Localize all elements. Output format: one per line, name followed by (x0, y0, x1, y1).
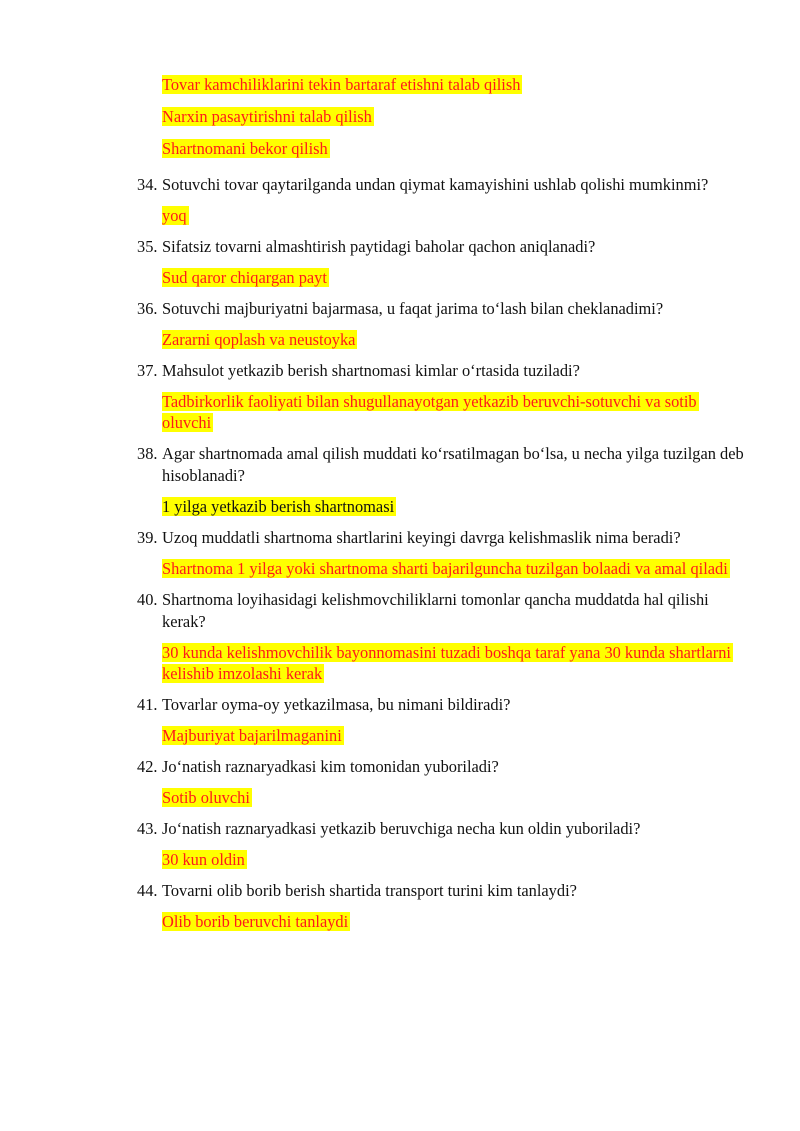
highlighted-answer: Narxin pasaytirishni talab qilish (162, 107, 372, 126)
question-item (137, 880, 749, 902)
question-number: 42. (137, 757, 158, 776)
question-text: Sotuvchi majburiyatni bajarmasa, u faqat jarima to‘lash bilan cheklanadimi? (162, 299, 664, 318)
highlighted-answer: Majburiyat bajarilmaganini (162, 726, 342, 745)
highlighted-answer: Shartnomani bekor qilish (162, 139, 328, 158)
question-item (137, 443, 749, 487)
question-text: Uzoq muddatli shartnoma shartlarini keyingi davrga kelishmaslik nima beradi? (162, 528, 681, 547)
answer-line (162, 911, 749, 932)
question-list (137, 174, 749, 942)
question-text: Sotuvchi tovar qaytarilganda undan qiymat kamayishini ushlab qolishi mumkinmi? (162, 175, 709, 194)
question-number: 34. (137, 175, 158, 194)
lead-answers (162, 74, 752, 170)
answer-line (162, 496, 749, 517)
highlighted-answer: 1 yilga yetkazib berish shartnomasi (162, 497, 395, 516)
highlighted-answer: Tadbirkorlik faoliyati bilan shugullanayotgan yetkazib beruvchi-sotuvchi va sotib oluvchi (162, 392, 697, 432)
question-item (137, 298, 749, 320)
question-number: 43. (137, 819, 158, 838)
answer-line (162, 787, 749, 808)
question-text: Tovarni olib borib berish shartida transport turini kim tanlaydi? (162, 881, 577, 900)
question-text: Agar shartnomada amal qilish muddati ko‘rsatilmagan bo‘lsa, u necha yilga tuzilgan deb hisoblanadi? (162, 444, 744, 485)
answer-line (162, 642, 749, 684)
question-number: 41. (137, 695, 158, 714)
highlighted-answer: Shartnoma 1 yilga yoki shartnoma sharti bajarilguncha tuzilgan bolaadi va amal qiladi (162, 559, 728, 578)
question-item (137, 589, 749, 633)
answer-line (162, 138, 752, 159)
answer-line (162, 205, 749, 226)
question-text: Tovarlar oyma-oy yetkazilmasa, bu nimani bildiradi? (162, 695, 511, 714)
question-item (137, 174, 749, 196)
highlighted-answer: Zararni qoplash va neustoyka (162, 330, 356, 349)
question-item (137, 694, 749, 716)
question-item (137, 756, 749, 778)
question-number: 39. (137, 528, 158, 547)
question-text: Mahsulot yetkazib berish shartnomasi kimlar o‘rtasida tuziladi? (162, 361, 580, 380)
question-number: 37. (137, 361, 158, 380)
answer-line (162, 849, 749, 870)
highlighted-answer: Olib borib beruvchi tanlaydi (162, 912, 349, 931)
highlighted-answer: 30 kun oldin (162, 850, 245, 869)
answer-line (162, 329, 749, 350)
question-number: 38. (137, 444, 158, 463)
question-item (137, 527, 749, 549)
answer-line (162, 558, 749, 579)
answer-line (162, 267, 749, 288)
question-item (137, 236, 749, 258)
highlighted-answer: Sud qaror chiqargan payt (162, 268, 327, 287)
question-text: Jo‘natish raznaryadkasi kim tomonidan yuboriladi? (162, 757, 499, 776)
highlighted-answer: Tovar kamchiliklarini tekin bartaraf etishni talab qilish (162, 75, 521, 94)
question-text: Sifatsiz tovarni almashtirish paytidagi baholar qachon aniqlanadi? (162, 237, 596, 256)
answer-line (162, 725, 749, 746)
question-number: 35. (137, 237, 158, 256)
question-text: Shartnoma loyihasidagi kelishmovchiliklarni tomonlar qancha muddatda hal qilishi kerak? (162, 590, 709, 631)
highlighted-answer: 30 kunda kelishmovchilik bayonnomasini tuzadi boshqa taraf yana 30 kunda shartlarni kelishib imzolashi kerak (162, 643, 731, 683)
highlighted-answer: yoq (162, 206, 187, 225)
question-item (137, 818, 749, 840)
question-number: 40. (137, 590, 158, 609)
question-item (137, 360, 749, 382)
highlighted-answer: Sotib oluvchi (162, 788, 250, 807)
question-number: 44. (137, 881, 158, 900)
answer-line (162, 391, 749, 433)
question-text: Jo‘natish raznaryadkasi yetkazib beruvchiga necha kun oldin yuboriladi? (162, 819, 641, 838)
question-number: 36. (137, 299, 158, 318)
answer-line (162, 106, 752, 127)
answer-line (162, 74, 752, 95)
